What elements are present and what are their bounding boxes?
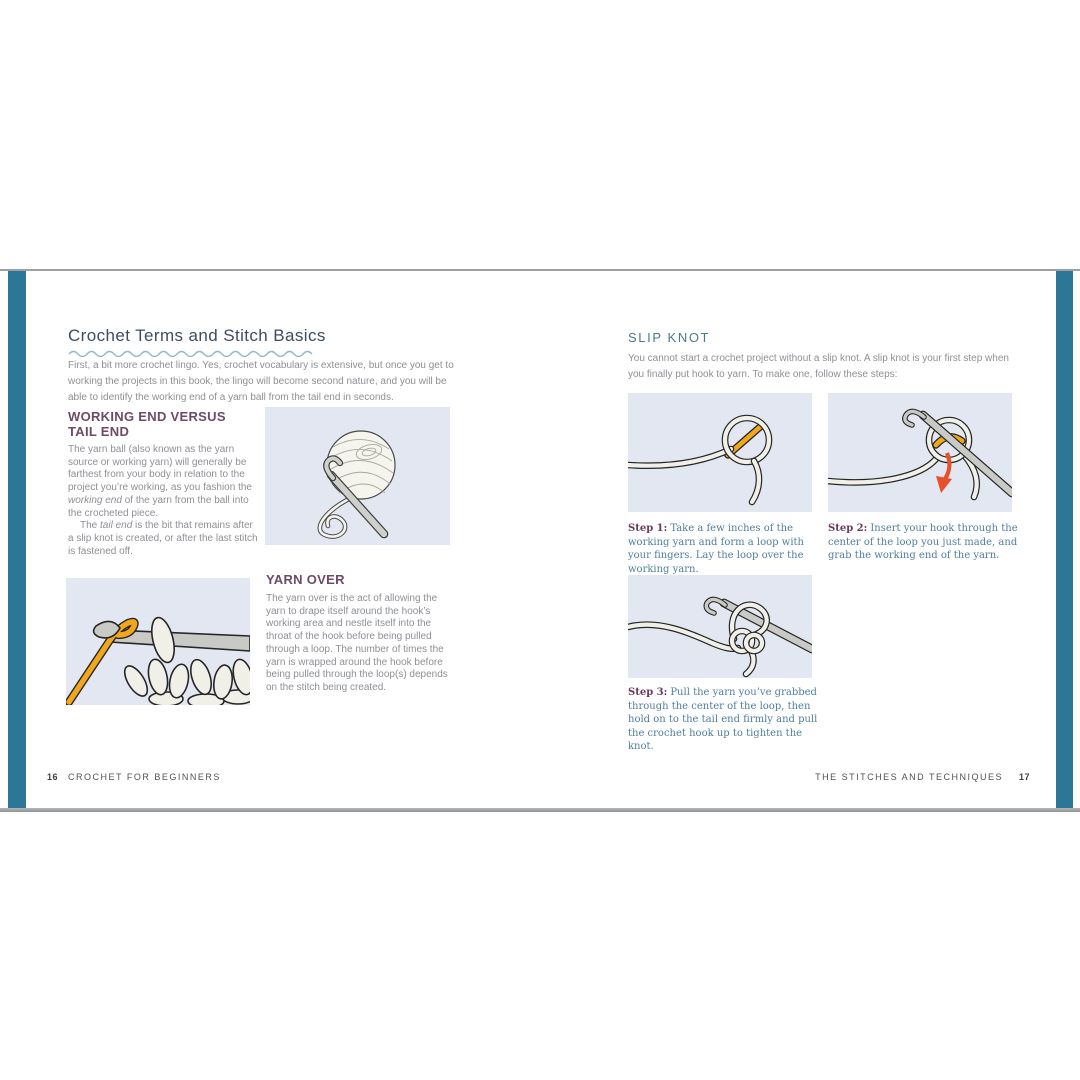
step-2-label: Step 2: — [828, 523, 868, 534]
page-number-left: 16 — [47, 772, 59, 782]
book-cover-right-edge — [1056, 271, 1073, 808]
yarn-over-hook-icon — [66, 578, 250, 705]
book-bottom-edge — [0, 808, 1080, 812]
heading-slip-knot: SLIP KNOT — [628, 330, 711, 345]
page-number-right: 17 — [1018, 772, 1030, 782]
step-1-text: Take a few inches of the working yarn and form a loop with your fingers. Lay the loop over the working yarn. — [628, 523, 804, 575]
heading-working-end-versus-tail-end: WORKING END VERSUS TAIL END — [68, 409, 226, 439]
working-end-paragraph-1 — [68, 444, 258, 520]
right-page-footer — [628, 772, 1030, 782]
paragraph-text: The yarn ball (also known as the yarn source or working yarn) will generally be farthest from your body in relation to the project you’re working, as you fashion the — [68, 444, 252, 494]
title-wavy-underline-icon — [68, 349, 326, 357]
working-end-body — [68, 444, 258, 558]
hook-through-loop-icon — [828, 393, 1012, 512]
paragraph-text: of the yarn from the ball into the crocheted piece. — [68, 494, 249, 519]
step-3-text: Pull the yarn you’ve grabbed through the center of the loop, then hold on to the tail end firmly and pull the crochet hook up to tighten the knot. — [628, 687, 818, 753]
book-top-edge — [0, 269, 1080, 271]
heading-yarn-over: YARN OVER — [266, 572, 345, 587]
italic-term-working-end: working end — [68, 494, 122, 506]
running-title-left: CROCHET FOR BEGINNERS — [68, 772, 221, 782]
paragraph-text: is the bit that remains after a slip knot is created, or after the last stitch is fastened off. — [68, 520, 258, 557]
step-3-caption — [628, 686, 820, 754]
yarn-over-body: The yarn over is the act of allowing the yarn to drape itself around the hook’s working area and nestle itself into the throat of the hook before being pulled through a loop. The number of times the yarn is wrapped around the hook before being pulled through the loop(s) depends on the stitch being created. — [266, 593, 448, 693]
right-intro-paragraph: You cannot start a crochet project without a slip knot. A slip knot is your first step when you finally put hook to yarn. To make one, follow these steps: — [628, 353, 1009, 380]
step-1-label: Step 1: — [628, 523, 668, 534]
yarn-ball-illustration — [265, 407, 450, 545]
yarn-over-illustration — [66, 578, 250, 705]
paragraph-text: The — [80, 520, 101, 532]
yarn-loop-icon — [628, 393, 812, 512]
running-title-right: THE STITCHES AND TECHNIQUES — [815, 772, 1003, 782]
step-2-caption — [828, 522, 1020, 563]
step-3-illustration — [628, 575, 812, 678]
yarn-ball-with-hook-icon — [265, 407, 450, 545]
slip-knot-on-hook-icon — [628, 575, 812, 678]
left-intro-paragraph: First, a bit more crochet lingo. Yes, crochet vocabulary is extensive, but once you get to working the projects in this book, the lingo will become second nature, and you will be able to identify the working end of a yarn ball from the tail end in seconds. — [68, 360, 454, 403]
book-cover-left-edge — [8, 271, 26, 808]
chapter-title: Crochet Terms and Stitch Basics — [68, 326, 326, 345]
working-end-paragraph-2 — [68, 520, 258, 558]
step-1-caption — [628, 522, 816, 576]
step-2-text: Insert your hook through the center of the loop you just made, and grab the working end of the yarn. — [828, 523, 1018, 562]
step-3-label: Step 3: — [628, 687, 668, 698]
italic-term-tail-end: tail end — [100, 520, 133, 532]
step-1-illustration — [628, 393, 812, 512]
step-2-illustration — [828, 393, 1012, 512]
